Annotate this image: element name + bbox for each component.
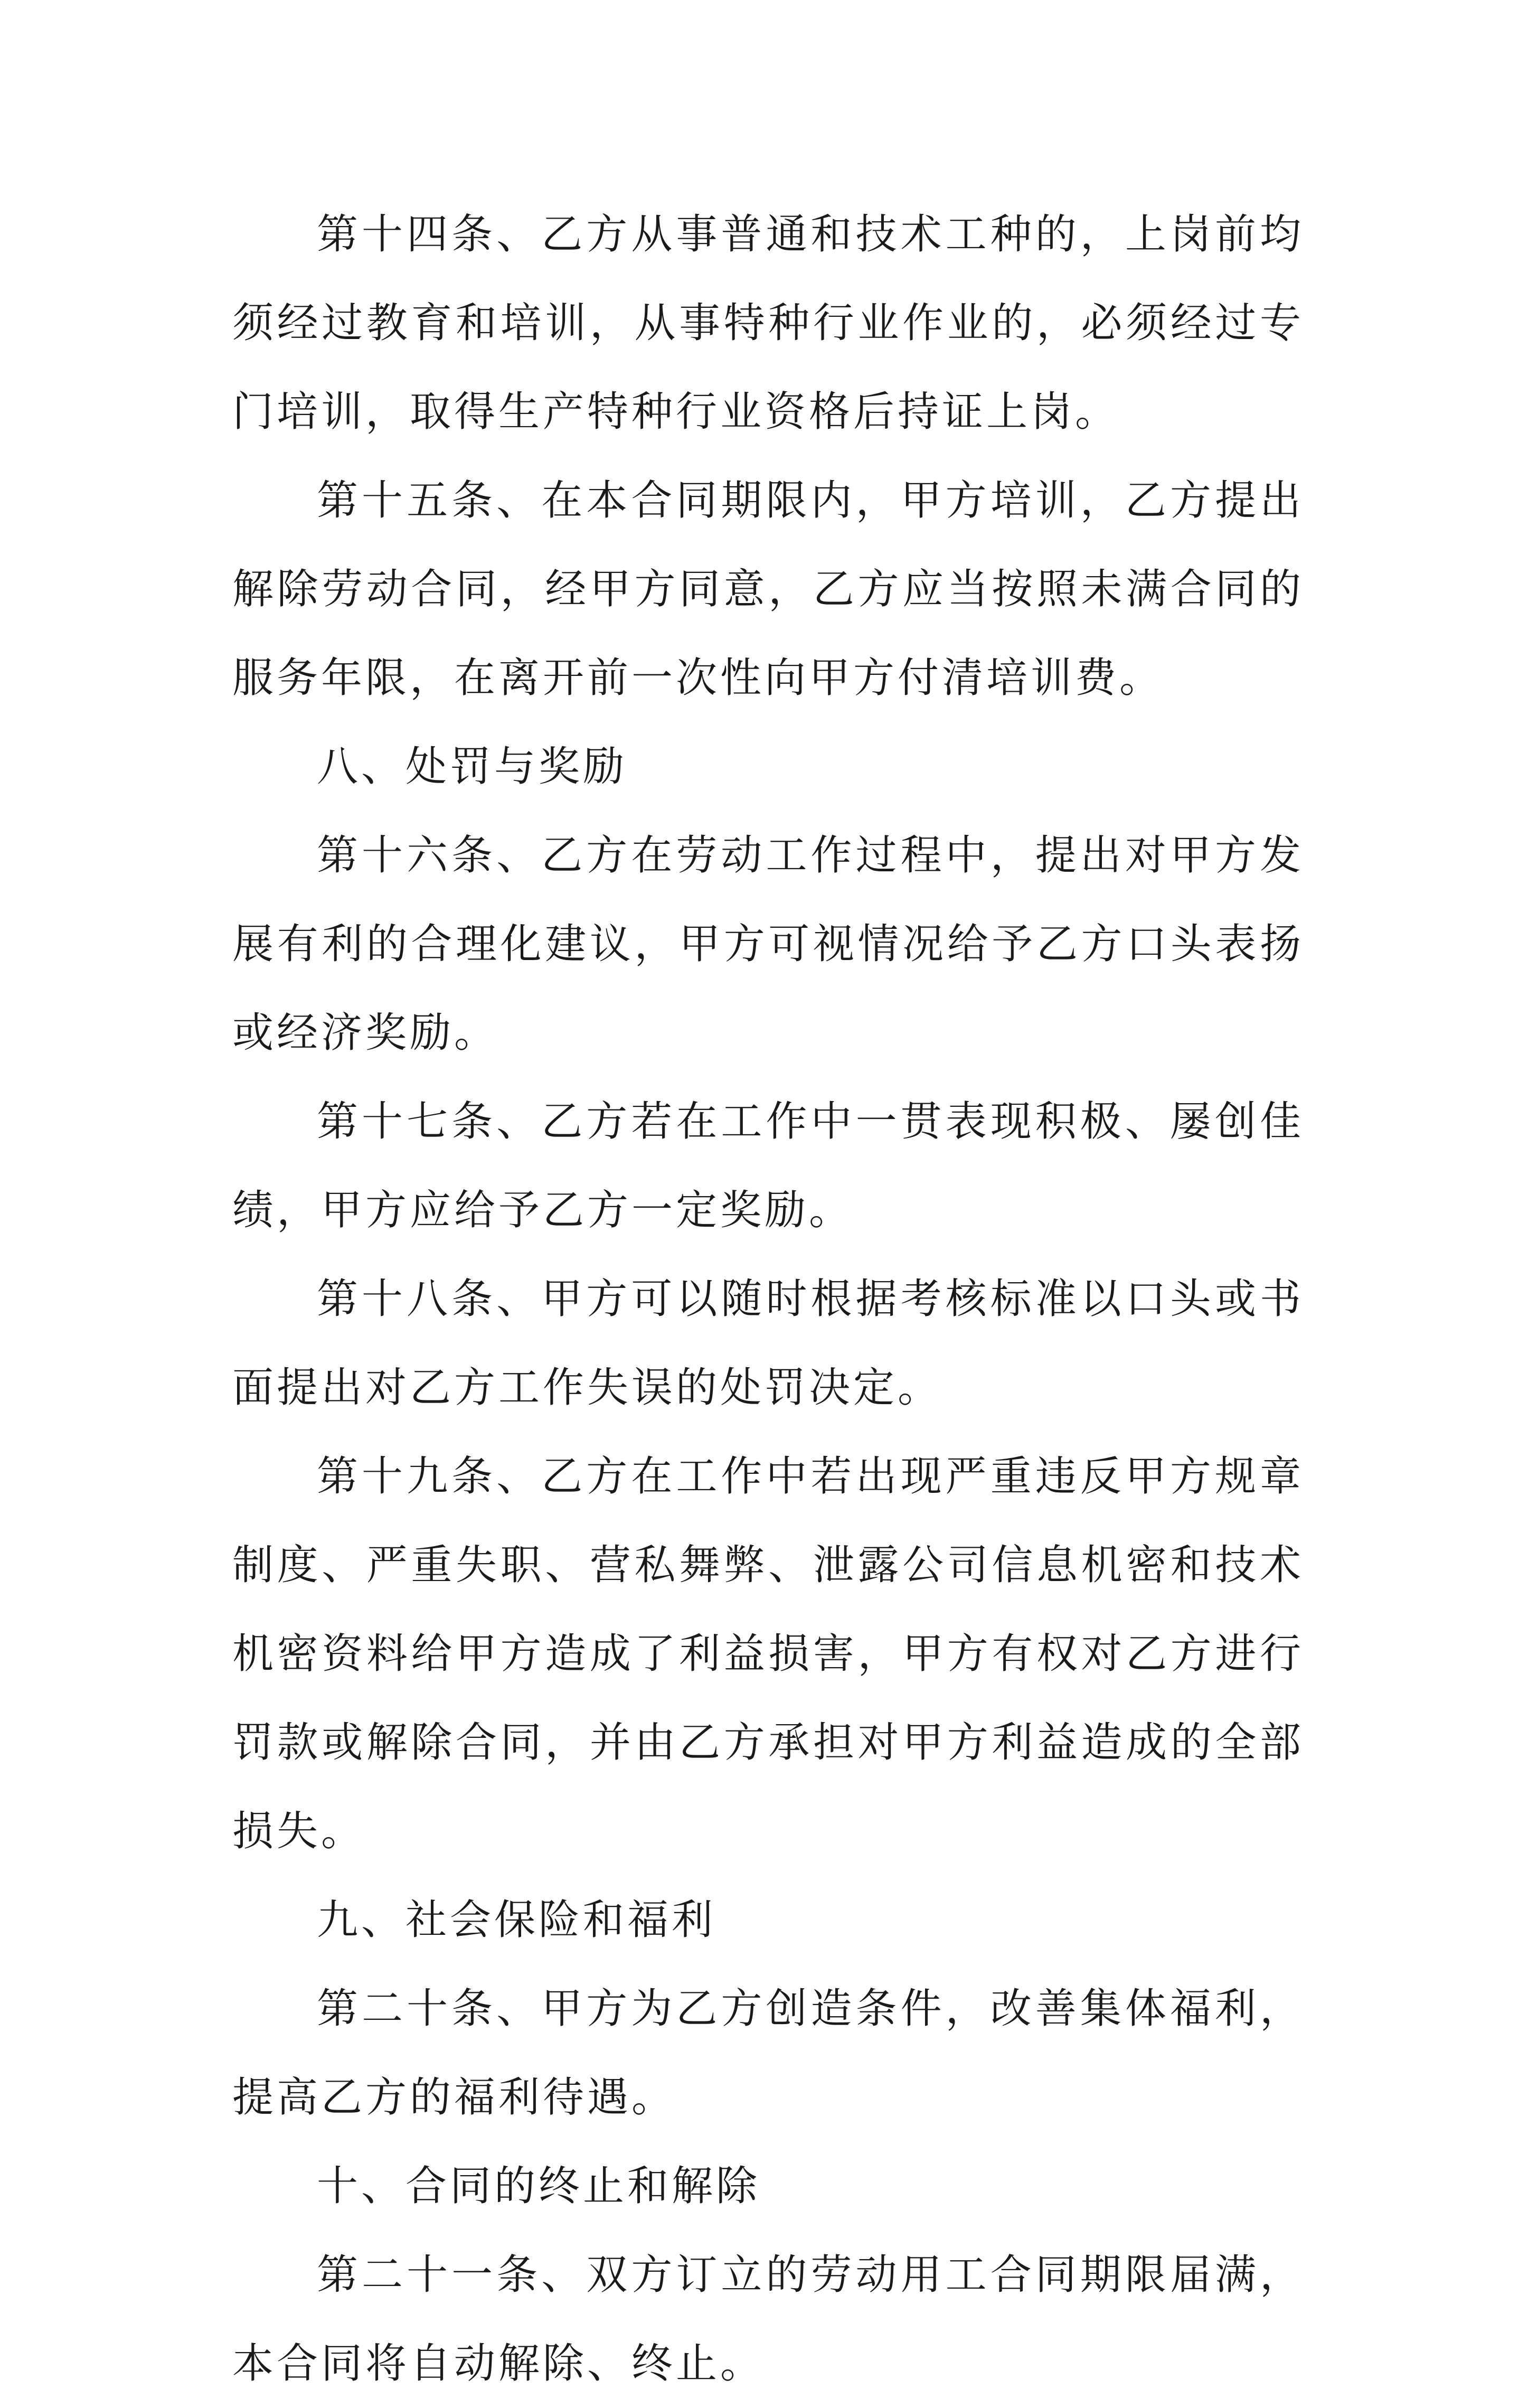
article-17-paragraph: 第十七条、乙方若在工作中一贯表现积极、屡创佳绩，甲方应给予乙方一定奖励。 bbox=[232, 1098, 1304, 1234]
article-18-paragraph: 第十八条、甲方可以随时根据考核标准以口头或书面提出对乙方工作失误的处罚决定。 bbox=[232, 1275, 1304, 1412]
article-14-paragraph: 第十四条、乙方从事普通和技术工种的，上岗前均须经过教育和培训，从事特种行业作业的，必须经过专门培训，取得生产特种行业资格后持证上岗。 bbox=[232, 211, 1304, 436]
section-10-heading: 十、合同的终止和解除 bbox=[317, 2162, 761, 2210]
article-15-paragraph: 第十五条、在本合同期限内，甲方培训，乙方提出解除劳动合同，经甲方同意，乙方应当按照未满合同的服务年限，在离开前一次性向甲方付清培训费。 bbox=[232, 477, 1304, 702]
section-9-heading: 九、社会保险和福利 bbox=[317, 1896, 716, 1944]
article-19-paragraph: 第十九条、乙方在工作中若出现严重违反甲方规章制度、严重失职、营私舞弊、泄露公司信息机密和技术机密资料给甲方造成了利益损害，甲方有权对乙方进行罚款或解除合同，并由乙方承担对甲方利益造成的全部损失。 bbox=[232, 1453, 1304, 1855]
article-16-paragraph: 第十六条、乙方在劳动工作过程中，提出对甲方发展有利的合理化建议，甲方可视情况给予乙方口头表扬或经济奖励。 bbox=[232, 832, 1304, 1057]
section-8-heading: 八、处罚与奖励 bbox=[317, 743, 628, 791]
article-20-paragraph: 第二十条、甲方为乙方创造条件，改善集体福利，提高乙方的福利待遇。 bbox=[232, 1985, 1304, 2121]
document-body bbox=[232, 190, 1304, 2408]
article-21-paragraph: 第二十一条、双方订立的劳动用工合同期限届满，本合同将自动解除、终止。 bbox=[232, 2251, 1304, 2387]
